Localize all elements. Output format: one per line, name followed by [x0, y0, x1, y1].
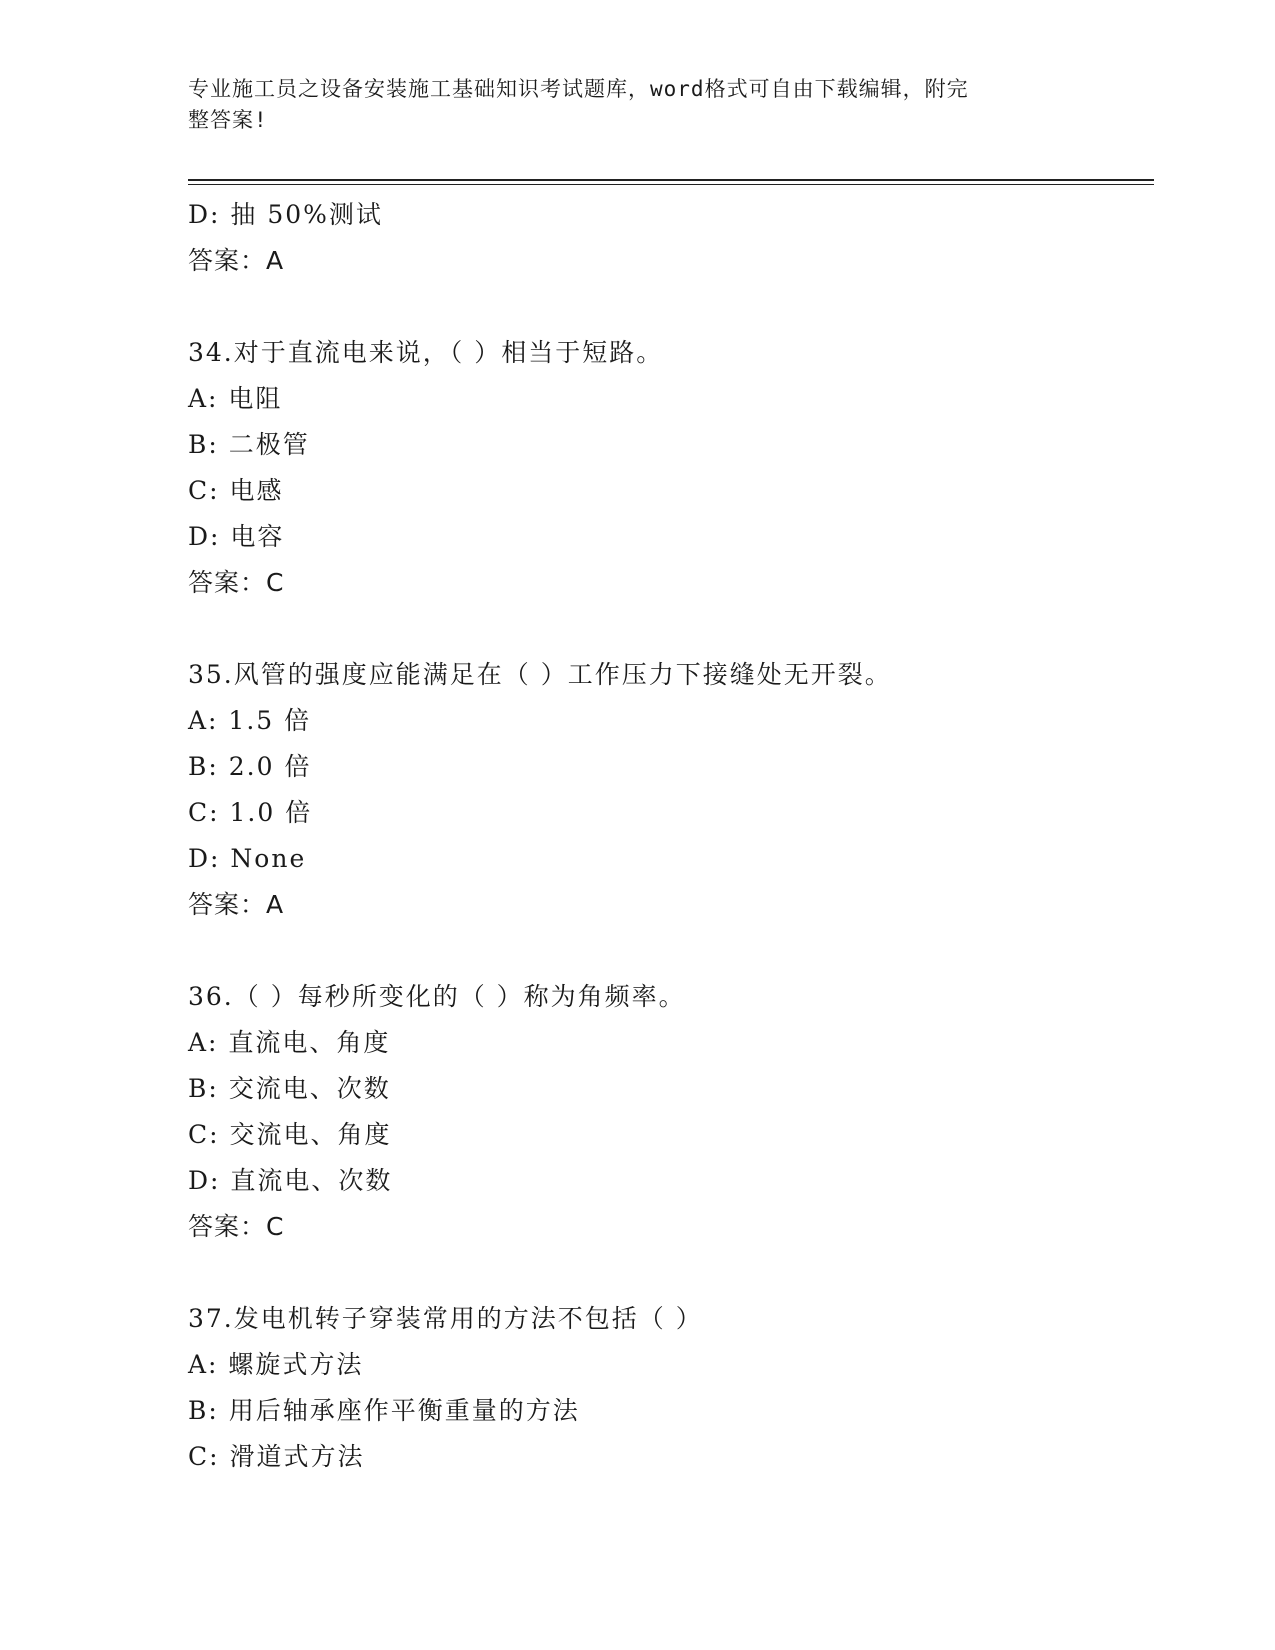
question-stem: 35.风管的强度应能满足在（ ）工作压力下接缝处无开裂。 — [188, 660, 892, 689]
option-b: B: 二极管 — [188, 430, 310, 459]
answer-line: 答案：A — [188, 890, 285, 919]
question-stem: 34.对于直流电来说，（ ）相当于短路。 — [188, 338, 664, 367]
option-b: B: 2.0 倍 — [188, 752, 312, 781]
option-c: C: 交流电、角度 — [188, 1120, 392, 1149]
header-divider-thin — [188, 184, 1154, 185]
option-b: B: 交流电、次数 — [188, 1074, 391, 1103]
answer-line: 答案：A — [188, 246, 285, 275]
option-c: C: 电感 — [188, 476, 284, 505]
header-divider-thick — [188, 179, 1154, 181]
option-d: D: None — [188, 844, 307, 873]
question-34 — [188, 330, 1154, 606]
header-title-line2: 整答案! — [188, 108, 268, 132]
question-36 — [188, 974, 1154, 1250]
option-a: A: 直流电、角度 — [188, 1028, 391, 1057]
question-35 — [188, 652, 1154, 928]
option-d: D: 直流电、次数 — [188, 1166, 393, 1195]
question-list — [188, 192, 1154, 1480]
option-d: D: 抽 50%测试 — [188, 200, 383, 229]
question-stem: 36.（ ）每秒所变化的（ ）称为角频率。 — [188, 982, 686, 1011]
answer-line: 答案：C — [188, 568, 285, 597]
option-a: A: 1.5 倍 — [188, 706, 312, 735]
question-37 — [188, 1296, 1154, 1480]
answer-line: 答案：C — [188, 1212, 285, 1241]
page-header — [188, 74, 1088, 136]
question-stem: 37.发电机转子穿装常用的方法不包括（ ） — [188, 1304, 703, 1333]
option-b: B: 用后轴承座作平衡重量的方法 — [188, 1396, 580, 1425]
option-c: C: 1.0 倍 — [188, 798, 313, 827]
option-d: D: 电容 — [188, 522, 285, 551]
option-c: C: 滑道式方法 — [188, 1442, 365, 1471]
header-title-line1: 专业施工员之设备安装施工基础知识考试题库，word格式可自由下载编辑，附完 — [188, 77, 969, 101]
option-a: A: 螺旋式方法 — [188, 1350, 364, 1379]
option-a: A: 电阻 — [188, 384, 283, 413]
